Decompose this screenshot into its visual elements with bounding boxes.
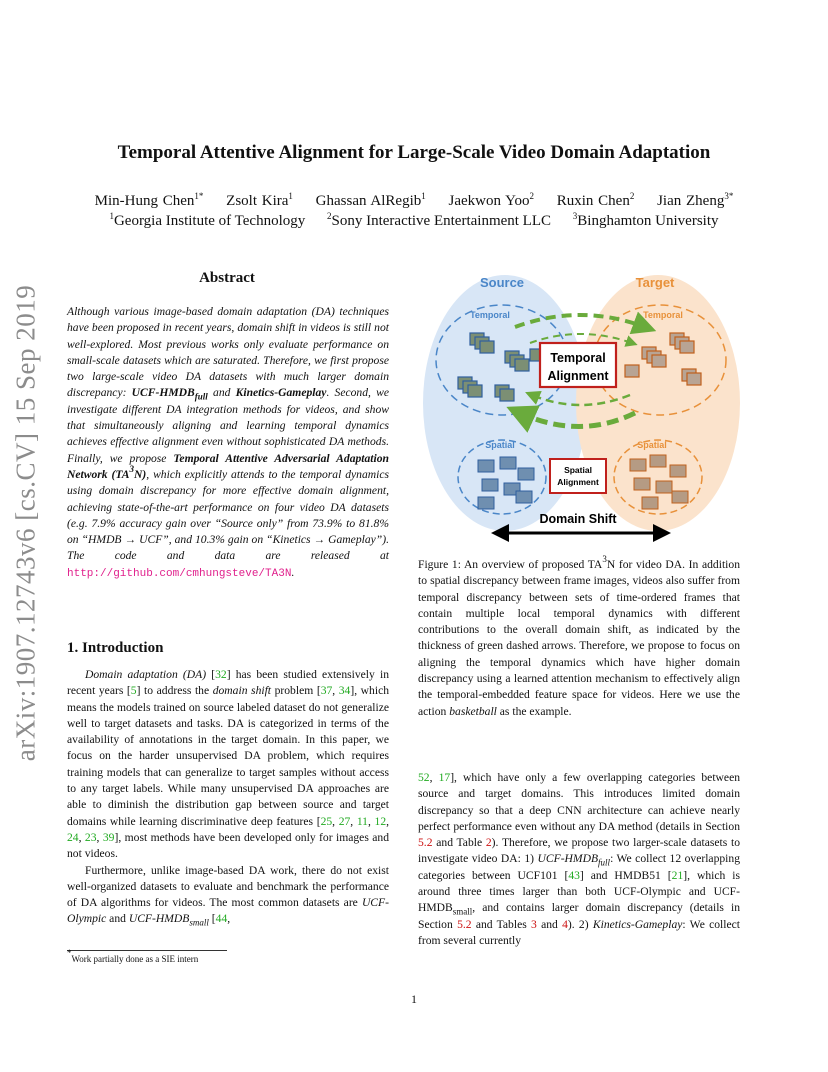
author: Zsolt Kira$^1$: [226, 191, 293, 209]
affiliation: $^1$Georgia Institute of Technology: [109, 211, 306, 229]
footnote-divider: [67, 950, 227, 951]
svg-text:Temporal: Temporal: [470, 310, 510, 320]
paragraph: Domain adaptation (DA) [32] has been studied extensively in recent years [5] to address the domain shift problem [37, 34], which means the models trained on source labeled dataset do not generalize well to target datasets and tasks. DA is categorized in terms of the availability of annotations in the target domain. In this paper, we focus on the harder unsupervised DA problem, which requires training models that can generalize to target samples without access to any target labels. While many unsupervised DA approaches are able to diminish the distribution gap between source and target domains while learning discriminative deep features [25, 27, 11, 12, 24, 23, 39], most methods have been developed only for images and not videos.: [67, 668, 390, 861]
code-link[interactable]: http://github.com/cmhungsteve/TA3N: [67, 567, 292, 580]
paper-title: Temporal Attentive Alignment for Large-Scale Video Domain Adaptation: [117, 142, 711, 163]
author-list: [0, 193, 828, 210]
footnote: *Work partially done as a SIE intern: [67, 948, 199, 964]
author: Ruxin Chen$^2$: [556, 191, 635, 209]
figure-1-caption: Figure 1: An overview of proposed $TA^3N$ for video DA. In addition to spatial discrepancy between frame images, videos also suffer from temporal discrepancy between sets of time-ordered frames that contain multiple local temporal dynamics with different contributions to the overall domain shift, as indicated by the thickness of green dashed arrows. Therefore, we propose to focus on aligning the temporal dynamics which have higher domain discrepancy using a learned attention mechanism to effectively align the temporal-embedded feature space for videos. Here we use the action basketball as the example.: [418, 554, 740, 718]
section-heading: 1. Introduction: [67, 640, 164, 656]
intro-body: [67, 667, 389, 928]
svg-text:Temporal: Temporal: [643, 310, 683, 320]
svg-text:Temporal: Temporal: [550, 351, 606, 365]
figure-1-diagram: [420, 265, 742, 547]
author: Jian Zheng$^{3*}$: [657, 191, 734, 209]
svg-text:Spatial: Spatial: [637, 440, 667, 450]
arxiv-stamp: arXiv:1907.12743v6 [cs.CV] 15 Sep 2019: [10, 284, 41, 761]
right-column-body: 52, 17], which have only a few overlapping categories between source and target domains. This introduces limited domain discrepancy so that a deep CNN architecture can achieve nearly perfect performance even without any DA method (details in Section 5.2 and Table 2). Therefore, we propose two larger-scale datasets to investigate video DA: 1) UCF-$HMDB_{full}$: We collect 12 overlapping categories between UCF101 [43] and HMDB51 [21], which is around three times larger than both UCF-Olympic and UCF-$HMDB_{small}$, and contains larger domain discrepancy (details in Section 5.2 and Tables 3 and 4). 2) Kinetics-Gameplay: We collect from several currently: [418, 771, 741, 947]
author: Min-Hung Chen$^{1*}$: [94, 191, 204, 209]
affiliation-list: [0, 213, 828, 230]
svg-text:Spatial: Spatial: [485, 440, 515, 450]
abstract-heading: Abstract: [199, 270, 255, 286]
svg-text:Spatial: Spatial: [564, 465, 592, 475]
author: Ghassan AlRegib$^1$: [315, 191, 426, 209]
affiliation: $^2$Sony Interactive Entertainment LLC: [327, 211, 552, 229]
target-label: Target: [635, 275, 675, 290]
source-label: Source: [479, 275, 525, 290]
abstract-body: Although various image-based domain adaptation (DA) techniques have been proposed in recent years, domain shift in videos is still not well-explored. Most previous works only evaluate performance on small-scale datasets which are saturated. Therefore, we first propose two large-scale video DA datasets with much larger domain discrepancy: UCF-$HMDB_{full}$ and Kinetics-Gameplay. Second, we investigate different DA integration methods for videos, and show that simultaneously aligning and learning temporal dynamics achieves effective alignment even without sophisticated DA methods. Finally, we propose Temporal Attentive Adversarial Adaptation Network $(TA^3N)$, which explicitly attends to the temporal dynamics using domain discrepancy for more effective domain alignment, achieving state-of-the-art performance on four video DA datasets (e.g. 7.9% accuracy gain over “Source only” from 73.9% to 81.8% on “HMDB → UCF”, and 10.3% gain on “Kinetics → Gameplay”). The code and data are released at http://github.com/cmhungsteve/TA3N.: [67, 305, 390, 580]
affiliation: $^3$Binghamton University: [572, 211, 719, 229]
author: Jaekwon Yoo$^2$: [448, 191, 534, 209]
svg-text:Alignment: Alignment: [547, 369, 609, 383]
svg-text:Alignment: Alignment: [557, 477, 599, 487]
domain-shift-label: Domain Shift: [539, 512, 617, 526]
page-number: 1: [411, 992, 417, 1006]
paragraph: Furthermore, unlike image-based DA work, there do not exist well-organized datasets to evaluate and benchmark the performance of DA algorithms for videos. The most common datasets are UCF-Olympic and UCF-$HMDB_{small}$ [44,: [67, 863, 389, 928]
